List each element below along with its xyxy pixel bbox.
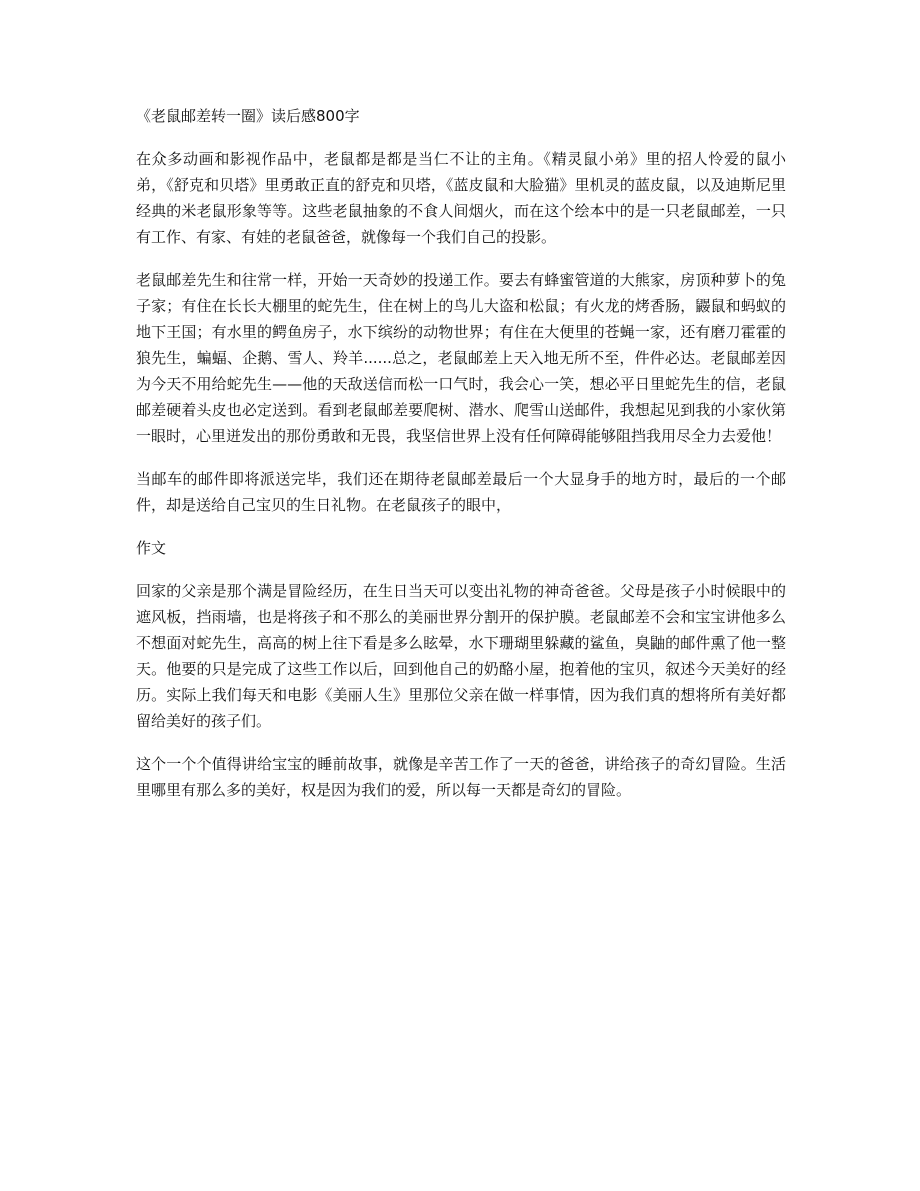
document-title: 《老鼠邮差转一圈》读后感800字	[136, 107, 360, 125]
paragraph-conclusion: 这个一个个值得讲给宝宝的睡前故事，就像是辛苦工作了一天的爸爸，讲给孩子的奇幻冒险。生活里哪里有那么多的美好，权是因为我们的爱，所以每一天都是奇幻的冒险。	[136, 755, 786, 799]
paragraph-postman-journey: 老鼠邮差先生和往常一样，开始一天奇妙的投递工作。要去有蜂蜜管道的大熊家，房顶种萝卜的兔子家；有住在长长大棚里的蛇先生，住在树上的鸟儿大盗和松鼠；有火龙的烤香肠，鼹鼠和蚂蚁的地下王国；有水里的鳄鱼房子，水下缤纷的动物世界；有住在大便里的苍蝇一家，还有磨刀霍霍的狼先生，蝙蝠、企鹅、雪人、羚羊......总之，老鼠邮差上天入地无所不至，件件必达。老鼠邮差因为今天不用给蛇先生——他的天敌送信而松一口气时，我会心一笑，想必平日里蛇先生的信，老鼠邮差硬着头皮也必定送到。看到老鼠邮差要爬树、潜水、爬雪山送邮件，我想起见到我的小家伙第一眼时，心里迸发出的那份勇敢和无畏，我坚信世界上没有任何障碍能够阻挡我用尽全力去爱他！	[136, 271, 786, 445]
section-heading: 作文	[136, 539, 167, 557]
document-body	[136, 103, 786, 820]
paragraph-last-delivery: 当邮车的邮件即将派送完毕，我们还在期待老鼠邮差最后一个大显身手的地方时，最后的一个邮件，却是送给自己宝贝的生日礼物。在老鼠孩子的眼中，	[136, 470, 786, 514]
paragraph-father: 回家的父亲是那个满是冒险经历，在生日当天可以变出礼物的神奇爸爸。父母是孩子小时候眼中的遮风板，挡雨墙，也是将孩子和不那么的美丽世界分割开的保护膜。老鼠邮差不会和宝宝讲他多么不想面对蛇先生，高高的树上往下看是多么眩晕，水下珊瑚里躲藏的鲨鱼，臭鼬的邮件熏了他一整天。他要的只是完成了这些工作以后，回到他自己的奶酪小屋，抱着他的宝贝，叙述今天美好的经历。实际上我们每天和电影《美丽人生》里那位父亲在做一样事情，因为我们真的想将所有美好都留给美好的孩子们。	[136, 582, 786, 730]
paragraph-intro: 在众多动画和影视作品中，老鼠都是都是当仁不让的主角。《精灵鼠小弟》里的招人怜爱的鼠小弟，《舒克和贝塔》里勇敢正直的舒克和贝塔，《蓝皮鼠和大脸猫》里机灵的蓝皮鼠，以及迪斯尼里经典的米老鼠形象等等。这些老鼠抽象的不食人间烟火，而在这个绘本中的是一只老鼠邮差，一只有工作、有家、有娃的老鼠爸爸，就像每一个我们自己的投影。	[136, 150, 786, 246]
